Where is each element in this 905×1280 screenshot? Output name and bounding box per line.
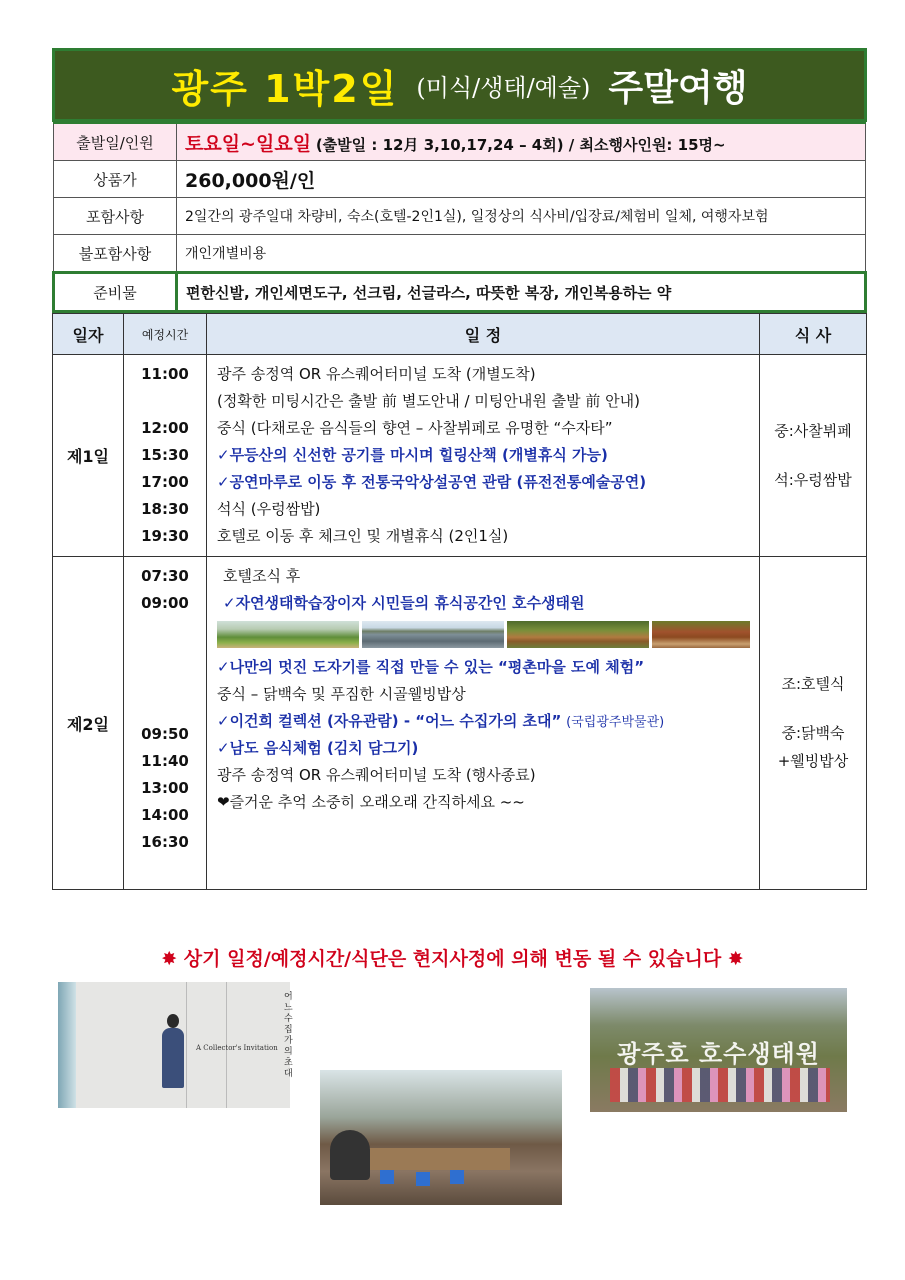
itinerary-document [52,48,867,890]
day2-activity: 호텔조식 후 [223,567,301,585]
day1-meal-dinner: 석:우렁쌈밥 [774,470,852,489]
day2-time [124,856,206,883]
info-row-excluded [54,235,866,273]
table-shape [360,1148,510,1170]
day2-times [124,557,207,890]
info-row-prep [54,273,866,312]
day1-activity: 호텔로 이동 후 체크인 및 개별휴식 (2인1실) [217,527,509,545]
museum-photo [58,982,293,1108]
schedule-header [53,314,867,355]
day1-activity: 광주 송정역 OR 유스퀘어터미널 도착 (개별도착) [217,365,536,383]
day1-activities [207,355,760,557]
day1-activity: 중식 (다채로운 음식들의 향연 – 사찰뷔페로 유명한 “수자타” [217,419,613,437]
day2-time: 14:00 [141,806,189,824]
day1-time: 19:30 [141,527,189,545]
day1-time: 18:30 [141,500,189,518]
day1-activity: 석식 (우렁쌈밥) [217,500,321,518]
info-table [52,122,867,313]
info-row-price [54,161,866,198]
day2-meal-breakfast: 조:호텔식 [781,675,845,694]
person-figure [162,1028,184,1088]
day1-time: 17:00 [141,473,189,491]
departure-value [177,123,866,161]
lake-garden-group-photo [590,988,847,1112]
day1-meals [760,355,867,557]
lake-photo [362,621,504,648]
title-tail: 주말여행 [608,67,748,109]
day2-meal-lunch: 중:닭백숙 [781,723,845,742]
included-label: 포함사항 [54,198,177,235]
notice-text: ✸ 상기 일정/예정시간/식단은 현지사정에 의해 변동 될 수 있습니다 ✸ [161,948,744,970]
day1-time: 12:00 [141,419,189,437]
day2-activity: ✓나만의 멋진 도자기를 직접 만들 수 있는 “평촌마을 도예 체험” [217,658,645,676]
day2-time: 11:40 [141,752,189,770]
excluded-label: 불포함사항 [54,235,177,273]
day1-meal-lunch: 중:사찰뷔페 [774,422,852,440]
day2-meals [760,557,867,890]
prep-label: 준비물 [54,273,177,312]
title-main: 광주 1박2일 [171,66,399,111]
included-value: 2일간의 광주일대 차량비, 숙소(호텔-2인1실), 일정상의 식사비/입장료/체험비 일체, 여행자보험 [177,198,866,235]
museum-sign-en: A Collector's Invitation [196,1044,278,1052]
day2-time: 13:00 [141,779,189,797]
departure-detail: (출발일 : 12月 3,10,17,24 – 4회) / 최소행사인원: 15명~ [315,135,726,154]
lake-photo [652,621,750,648]
day2-time: 07:30 [141,567,189,585]
lake-sign: 광주호 호수생태원 [617,1040,820,1068]
excluded-value: 개인개별비용 [177,235,866,273]
cooking-class-photo [320,1070,562,1205]
day2-activity-museum: ✓이건희 컬렉션 (자유관람) - “어느 수집가의 초대” (국립광주박물관) [217,712,665,730]
price-label: 상품가 [54,161,177,198]
departure-days: 토요일~일요일 [185,132,312,155]
stove-shape [330,1130,370,1180]
price-value: 260,000원/인 [177,161,866,198]
header-plan: 일 정 [207,314,760,355]
lake-photo [217,621,359,648]
day2-activity: 광주 송정역 OR 유스퀘어터미널 도착 (행사종료) [217,766,536,784]
lake-photo [507,621,649,648]
day1-label: 제1일 [53,355,124,557]
day1-activity: ✓무등산의 신선한 공기를 마시며 힐링산책 (개별휴식 가능) [217,446,608,464]
day2-activity: ❤즐거운 추억 소중히 오래오래 간직하세요 ~~ [217,793,525,811]
day2-activities [207,557,760,890]
group-people [610,1068,830,1102]
day1-time: 15:30 [141,446,189,464]
day2-time: 16:30 [141,833,189,851]
header-meal: 식 사 [760,314,867,355]
day1-activity: ✓공연마루로 이동 후 전통국악상설공연 관람 (퓨전전통예술공연) [217,473,647,491]
page-title [52,48,867,122]
day1-row [53,355,867,557]
day1-times [124,355,207,557]
info-row-departure [54,123,866,161]
day2-meal-lunch-extra: +웰빙밥상 [777,752,849,771]
day1-activity: (정확한 미팅시간은 출발 前 별도안내 / 미팅안내원 출발 前 안내) [217,392,640,410]
departure-label: 출발일/인원 [54,123,177,161]
schedule-table [52,313,867,890]
header-day: 일자 [53,314,124,355]
day1-time: 11:00 [141,365,189,383]
museum-note: (국립광주박물관) [566,715,665,730]
day2-activity: ✓남도 음식체험 (김치 담그기) [217,739,419,757]
info-row-included [54,198,866,235]
day2-activity: 중식 – 닭백숙 및 푸짐한 시골웰빙밥상 [217,685,466,703]
header-time: 예정시간 [124,314,207,355]
title-sub: (미식/생태/예술) [416,73,591,102]
museum-sign-ko: 어느 수집가의 초대 [284,992,293,1079]
day1-time [124,388,206,415]
prep-value: 편한신발, 개인세면도구, 선크림, 선글라스, 따뜻한 복장, 개인복용하는 약 [177,273,866,312]
day2-time: 09:50 [141,725,189,743]
day2-row [53,557,867,890]
lake-photo-strip [217,621,758,648]
day2-time: 09:00 [141,594,189,612]
day2-label: 제2일 [53,557,124,890]
day2-activity: ✓자연생태학습장이자 시민들의 휴식공간인 호수생태원 [223,594,585,612]
